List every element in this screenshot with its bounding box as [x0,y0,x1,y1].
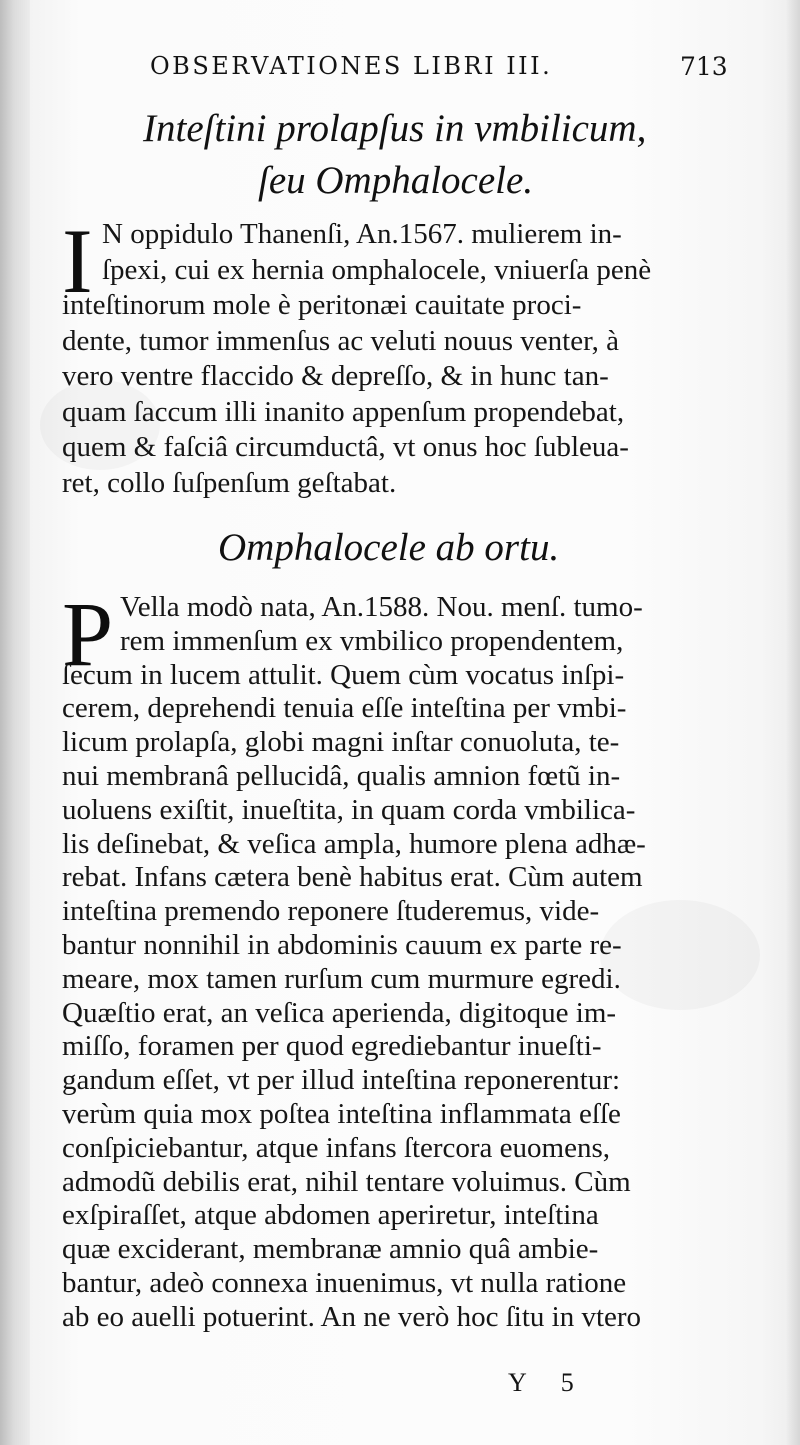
text-line: rebat. Infans cætera benè habitus erat. Cùm autem [62,861,643,894]
text-line: quæ exciderant, membranæ amnio quâ ambie- [62,1233,599,1266]
running-head: OBSERVATIONES LIBRI III. [150,52,553,80]
section-title-line2: ſeu Omphalocele. [258,159,534,202]
text-line: verùm quia mox poſtea inteſtina inflammata eſſe [62,1098,621,1130]
text-line: bantur, adeò connexa inuenimus, vt nulla ratione [62,1267,627,1299]
text-line: N oppidulo Thanenſi, An.1567. mulierem in- [102,218,622,250]
page-edge-shadow [786,0,800,1445]
signature-number: 5 [560,1368,574,1397]
text-line: lis deſinebat, & veſica ampla, humore plena adhæ- [62,827,646,860]
paragraph-intestini [62,210,730,507]
text-line: Quæſtio erat, an veſica aperienda, digitoque im- [62,996,617,1029]
text-line: cerem, deprehendi tenuia eſſe inteſtina per vmbi- [62,692,627,725]
text-line: exſpiraſſet, atque abdomen aperiretur, inteſtina [62,1199,599,1232]
text-line: dente, tumor immenſus ac veluti nouus venter, à [62,324,619,357]
text-line: nui membranâ pellucidâ, qualis amnion fœtũ in- [62,760,621,792]
page-header [150,52,750,92]
text-line: inteſtina premendo reponere ſtuderemus, vide- [62,895,600,928]
text-line: meare, mox tamen rurſum cum murmure egredi. [62,962,621,995]
text-line: vero ventre flaccido & depreſſo, & in hunc tan- [62,360,609,392]
text-line: gandum eſſet, vt per illud inteſtina reponerentur: [62,1064,621,1097]
section-title-omphalocele: Omphalocele ab ortu. [218,526,560,569]
text-line: bantur nonnihil in abdominis cauum ex parte re- [62,929,622,961]
text-line: quem & faſciâ circumductâ, vt onus hoc ſubleua- [62,431,629,463]
text-line: conſpiciebantur, atque infans ſtercora euomens, [62,1131,611,1164]
page-gutter-shadow [0,0,30,1445]
text-line: uoluens exiſtit, inueſtita, in quam corda vmbilica- [62,793,636,826]
drop-cap-i: I [62,210,93,312]
text-line: admodũ debilis erat, nihil tentare voluimus. Cùm [62,1165,631,1198]
section-title-line1: Inteſtini prolapſus in vmbilicum, [143,107,647,150]
text-line: miſſo, foramen per quod egrediebantur inueſti- [62,1030,602,1063]
signature-mark [508,1368,574,1398]
text-line: rem immenſum ex vmbilico propendentem, [120,624,624,657]
text-line: quam ſaccum illi inanito appenſum propendebat, [62,395,625,428]
paragraph-omphalocele [62,583,730,1360]
drop-cap-p: P [62,583,114,685]
text-line: licum prolapſa, globi magni inſtar conuoluta, te- [62,726,620,759]
text-line: ſecum in lucem attulit. Quem cùm vocatus inſpi- [62,658,625,691]
signature-letter: Y [508,1368,527,1397]
page-number: 713 [680,52,728,81]
text-line: ret, collo ſuſpenſum geſtabat. [62,466,397,499]
text-line: ab eo auelli potuerint. An ne verò hoc ſitu in vtero [62,1300,642,1333]
text-line: inteſtinorum mole è peritonæi cauitate proci- [62,289,582,321]
text-line: ſpexi, cui ex hernia omphalocele, vniuerſa penè [102,253,652,286]
text-line: Vella modò nata, An.1588. Nou. menſ. tumo- [120,591,643,623]
